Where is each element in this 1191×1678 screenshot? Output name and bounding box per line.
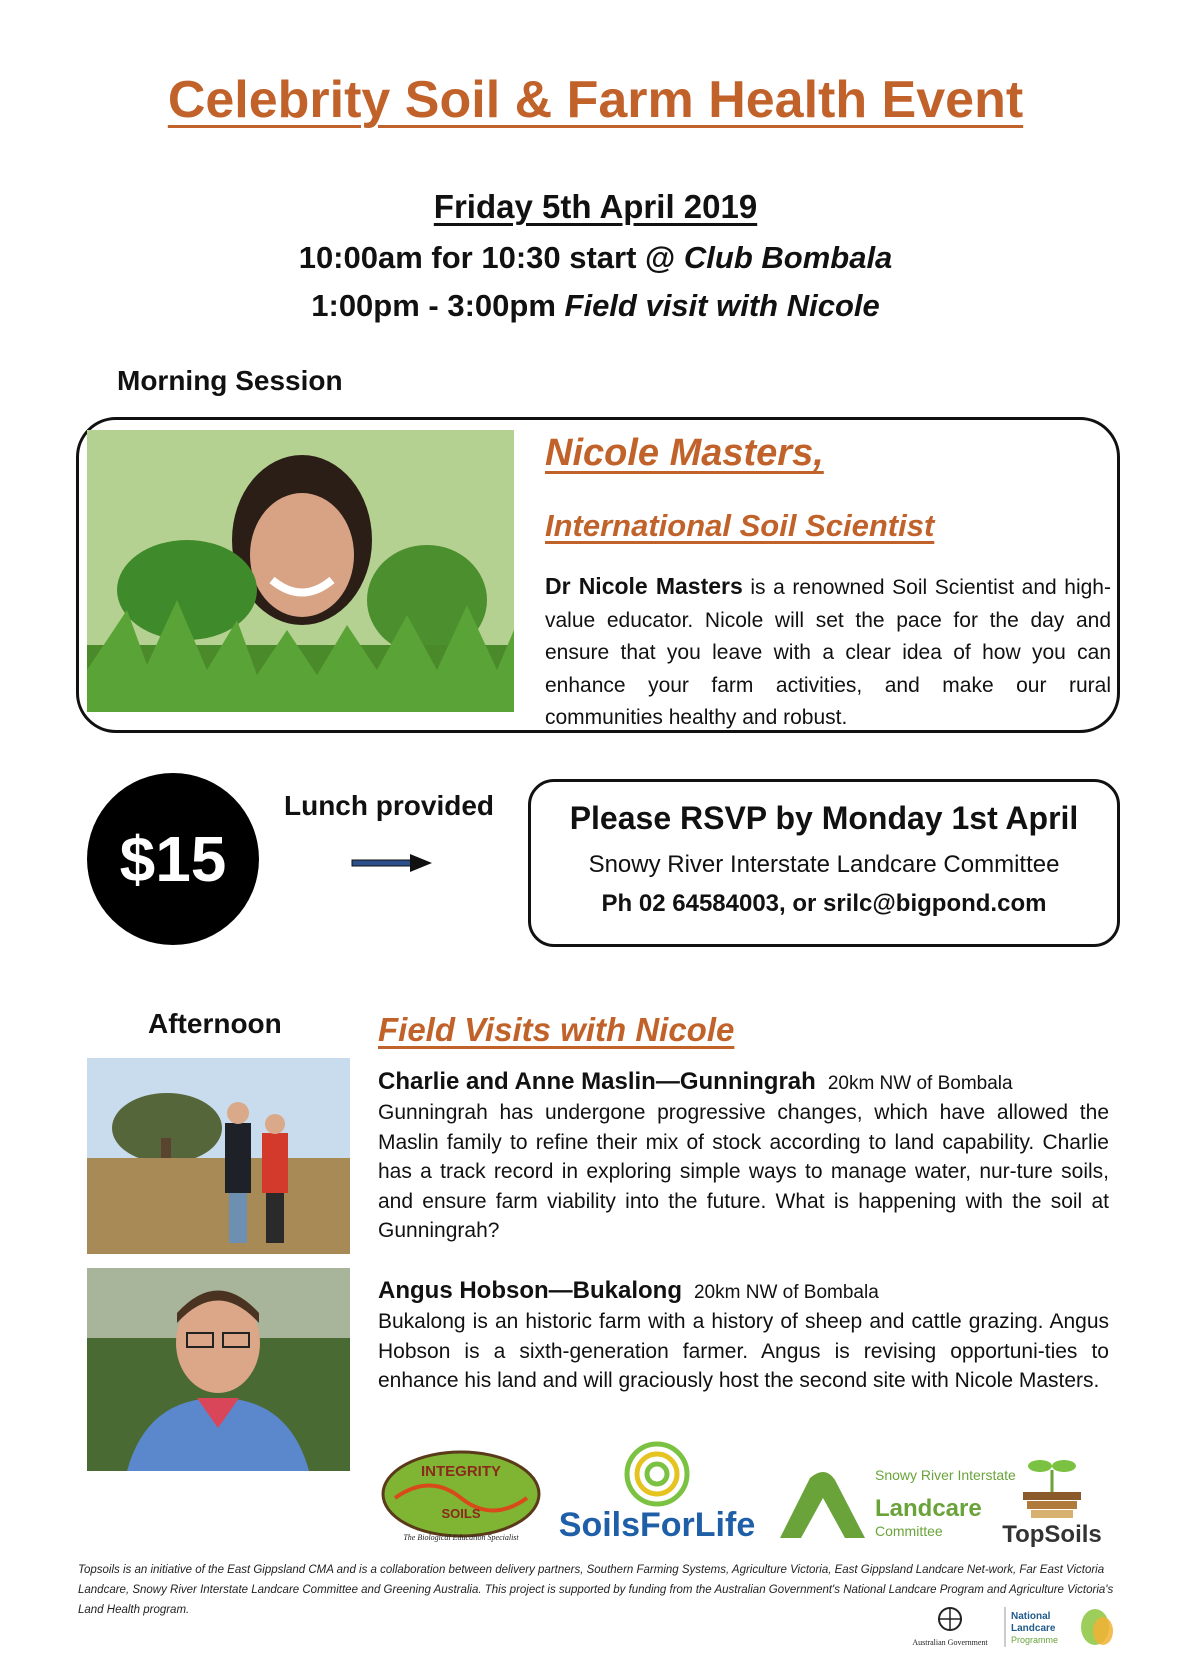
visit-1-location: 20km NW of Bombala (827, 1073, 1013, 1094)
arrow-right-icon (352, 852, 432, 874)
rsvp-org: Snowy River Interstate Landcare Committee (588, 851, 1060, 878)
integrity-bottom-text: SOILS (441, 1506, 481, 1521)
topsoils-text: TopSoils (1002, 1521, 1102, 1548)
integrity-tag-text: The Biological Education Specialist (403, 1533, 519, 1542)
speaker-name: Nicole Masters, (545, 432, 824, 474)
farm-photo-art (87, 1058, 350, 1254)
landcare-committee-logo (775, 1460, 1016, 1544)
nlp-line2: Landcare (1011, 1623, 1056, 1634)
speaker-bio: Dr Nicole Masters is a renowned Soil Scientist and high-value educator. Nicole will set the pace for the day and ensure that you leave with a clear idea of how you can enhance your farm activities, and make our rural communities healthy and robust. (545, 573, 1111, 729)
rsvp-title: Please RSVP by Monday 1st April (569, 800, 1079, 836)
landcare-committee-text: Committee (875, 1523, 943, 1539)
soilsforlife-logo (555, 1440, 760, 1548)
integrity-soils-logo (380, 1448, 542, 1542)
price-badge: $15 (87, 773, 259, 945)
visit-2-location: 20km NW of Bombala (693, 1282, 879, 1303)
angus-photo-art (87, 1268, 350, 1471)
afternoon-heading: Afternoon (148, 1008, 282, 1039)
lunch-note: Lunch provided (284, 790, 494, 821)
rsvp-contact: Ph 02 64584003, or srilc@bigpond.com (601, 890, 1047, 917)
national-landcare-programme-logo (1003, 1605, 1118, 1649)
event-venue: Club Bombala (683, 240, 893, 275)
visit-1-text: Gunningrah has undergone progressive changes, which have allowed the Maslin family to refine their mix of stock according to land capability. Charlie has a track record in exploring simple ways to manage water, nur-ture soils, and ensure farm viability into the future. What is happening with the soil at Gunningrah? (378, 1101, 1109, 1242)
gov-text: Australian Government (912, 1638, 988, 1647)
farm-photo (87, 1058, 350, 1254)
speaker-role: International Soil Scientist (545, 508, 935, 543)
landcare-small-text: Snowy River Interstate (875, 1467, 1016, 1483)
topsoils-logo (995, 1452, 1110, 1548)
event-time-morning: 10:00am for 10:30 start @ Club Bombala (298, 240, 893, 275)
angus-photo (87, 1268, 350, 1471)
nlp-line3: Programme (1011, 1635, 1059, 1645)
event-time-afternoon: 1:00pm - 3:00pm Field visit with Nicole (311, 288, 880, 323)
visit-2-heading: Angus Hobson—Bukalong 20km NW of Bombala (378, 1277, 879, 1304)
bio-name: Dr Nicole Masters (545, 573, 743, 599)
landcare-big-text: Landcare (875, 1495, 982, 1522)
footer-text: Topsoils is an initiative of the East Gippsland CMA and is a collaboration between delivery partners, Southern Farming Systems, Agriculture Victoria, East Gippsland Landcare Net-work, Far East Victoria Landcare, Snowy River Interstate Landcare Committee and Greening Australia. This project is supported by funding from the Australian Government's National Landcare Program and Agriculture Victoria's Land Health program. (78, 1564, 1114, 1616)
visit-1-heading: Charlie and Anne Maslin—Gunningrah 20km NW of Bombala (378, 1068, 1013, 1095)
field-visits-title: Field Visits with Nicole (378, 1011, 735, 1048)
event-date: Friday 5th April 2019 (433, 188, 758, 225)
speaker-photo-art (87, 430, 514, 712)
speaker-photo (87, 430, 514, 712)
integrity-top-text: INTEGRITY (420, 1463, 502, 1480)
soilsforlife-text: SoilsForLife (558, 1506, 756, 1544)
visit-2-text: Bukalong is an historic farm with a history of sheep and cattle grazing. Angus Hobson is a sixth-generation farmer. Angus is revising opportuni-ties to enhance his land and will graciously host the second site with Nicole Masters. (378, 1310, 1109, 1392)
afternoon-activity: Field visit with Nicole (564, 288, 880, 323)
morning-heading: Morning Session (117, 365, 343, 396)
nlp-line1: National (1011, 1611, 1051, 1622)
page-title: Celebrity Soil & Farm Health Event (167, 71, 1024, 129)
australian-government-logo (900, 1605, 1000, 1649)
